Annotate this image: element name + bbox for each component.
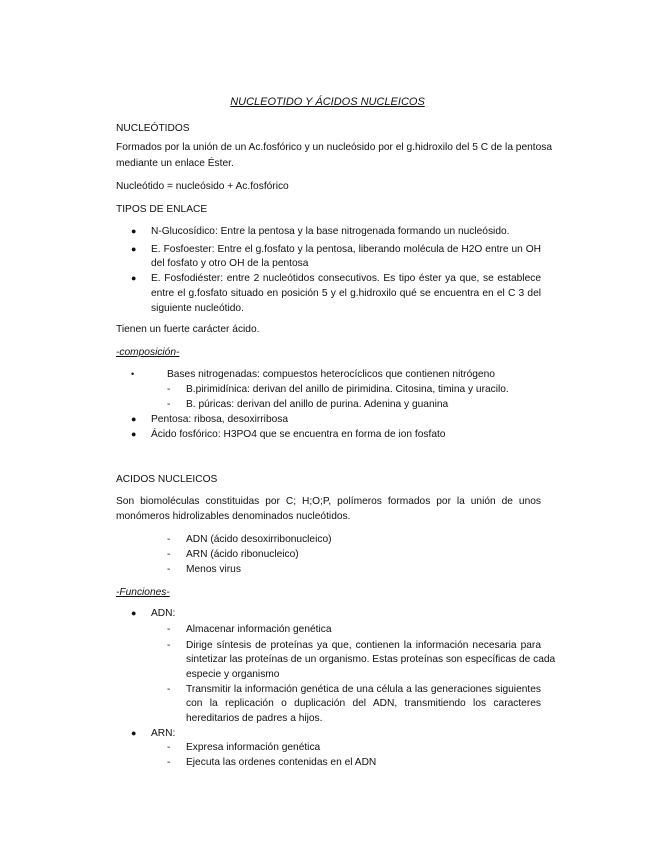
- section-heading-nucleotidos: NUCLEÓTIDOS: [116, 123, 190, 134]
- dash-marker: -: [167, 742, 171, 753]
- dash-marker: -: [167, 549, 171, 560]
- dash-marker: -: [167, 564, 171, 575]
- page-title: NUCLEOTIDO Y ÁCIDOS NUCLEICOS: [230, 96, 425, 108]
- sub-list-item-continuation: con la replicación o duplicación del ADN, transmitiendo los caracteres: [186, 698, 541, 709]
- paragraph-line: mediante un enlace Éster.: [116, 158, 234, 169]
- dash-marker: -: [167, 757, 171, 768]
- list-item: Ácido fosfórico: H3PO4 que se encuentra en forma de ion fosfato: [151, 429, 446, 440]
- section-heading-tipos-enlace: TIPOS DE ENLACE: [116, 204, 208, 215]
- bullet-dot: ●: [131, 728, 137, 738]
- subheading-funciones: -Funciones-: [116, 587, 170, 598]
- list-item-continuation: siguiente nucleótido.: [151, 303, 244, 314]
- list-item: E. Fosfodiéster: entre 2 nucleótidos consecutivos. Es tipo éster ya que, se establece: [151, 273, 541, 284]
- sub-list-item: B.pirimidínica: derivan del anillo de pirimidina. Citosina, timina y uracilo.: [186, 384, 509, 395]
- sub-list-item: Transmitir la información genética de una célula a las generaciones siguientes: [186, 684, 541, 695]
- list-item: E. Fosfoester: Entre el g.fosfato y la pentosa, liberando molécula de H2O entre un OH: [151, 244, 541, 255]
- dash-marker: -: [167, 384, 171, 395]
- paragraph-line: monómeros hidrolizables denominados nucleótidos.: [116, 511, 351, 522]
- bullet-dot: •: [131, 369, 135, 379]
- bullet-dot: ●: [131, 226, 137, 236]
- list-item: ARN (ácido ribonucleico): [186, 549, 299, 560]
- paragraph-line: Tienen un fuerte carácter ácido.: [116, 324, 260, 335]
- dash-marker: -: [167, 624, 171, 635]
- paragraph-line: Formados por la unión de un Ac.fosfórico y un nucleósido por el g.hidroxilo del 5 C de la pentosa: [116, 142, 553, 153]
- bullet-dot: ●: [131, 244, 137, 254]
- sub-list-item: Ejecuta las ordenes contenidas en el ADN: [186, 757, 377, 768]
- dash-marker: -: [167, 640, 171, 651]
- sub-list-item: Almacenar información genética: [186, 624, 332, 635]
- list-item: ADN (ácido desoxirribonucleico): [186, 534, 332, 545]
- list-item-continuation: entre el g.fosfato situado en posición 5 y el g.hidroxilo qué se encuentra en el C 3 del: [151, 288, 541, 299]
- sub-list-item: Expresa información genética: [186, 742, 321, 753]
- sub-list-item: B. púricas: derivan del anillo de purina. Adenina y guanina: [186, 399, 449, 410]
- sub-list-item-continuation: sintetizar las proteínas de un organismo. Estas proteínas son específicas de cada: [186, 654, 556, 665]
- list-item-continuation: del fosfato y otro OH de la pentosa: [151, 258, 309, 269]
- list-item-label: ADN:: [151, 608, 176, 619]
- bullet-dot: ●: [131, 273, 137, 283]
- list-item: Pentosa: ribosa, desoxirribosa: [151, 414, 289, 425]
- dash-marker: -: [167, 534, 171, 545]
- bullet-dot: ●: [131, 608, 137, 618]
- list-item: Menos virus: [186, 564, 241, 575]
- formula-text: Nucleótido = nucleósido + Ac.fosfórico: [116, 181, 289, 192]
- subheading-composicion: -composición-: [116, 347, 180, 358]
- bullet-dot: ●: [131, 414, 137, 424]
- sub-list-item-continuation: especie y organismo: [186, 669, 280, 680]
- bullet-dot: ●: [131, 429, 137, 439]
- list-item: Bases nitrogenadas: compuestos heterocíclicos que contienen nitrógeno: [167, 369, 495, 380]
- dash-marker: -: [167, 399, 171, 410]
- sub-list-item-continuation: hereditarios de padres a hijos.: [186, 713, 323, 724]
- dash-marker: -: [167, 684, 171, 695]
- paragraph-line: Son biomoléculas constituidas por C; H;O;P, polímeros formados por la unión de unos: [116, 496, 541, 507]
- list-item-label: ARN:: [151, 728, 176, 739]
- sub-list-item: Dirige síntesis de proteínas ya que, contienen la información necesaria para: [186, 640, 541, 651]
- section-heading-acidos-nucleicos: ACIDOS NUCLEICOS: [116, 474, 218, 485]
- list-item: N-Glucosídico: Entre la pentosa y la base nitrogenada formando un nucleósido.: [151, 226, 510, 237]
